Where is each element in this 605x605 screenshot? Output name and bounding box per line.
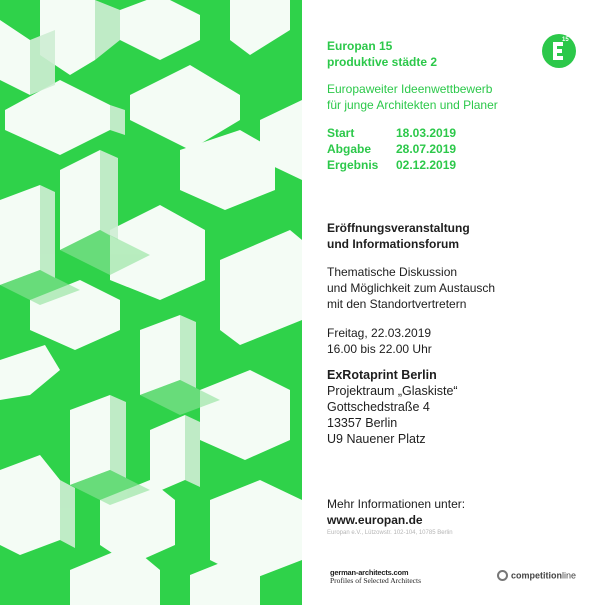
cl-word-1: competition	[511, 570, 562, 581]
event-desc-line-1: Thematische Diskussion	[327, 265, 458, 279]
tagline-line-1: Europaweiter Ideenwettbewerb	[327, 82, 493, 96]
artwork-panel	[0, 0, 302, 605]
tagline-line-2: für junge Architekten und Planer	[327, 98, 498, 112]
date-label: Abgabe	[327, 142, 372, 156]
competitionline-logo	[497, 570, 576, 581]
dates-list	[327, 125, 456, 173]
event-title-line-1: Eröffnungsveranstaltung	[327, 221, 470, 235]
competitionline-icon	[497, 570, 508, 581]
ga-line-1: german-architects.com	[330, 568, 409, 577]
e-letter-icon	[553, 42, 563, 60]
logo-number: 15	[562, 37, 569, 43]
date-label: Ergebnis	[327, 158, 379, 172]
date-value: 28.07.2019	[396, 142, 457, 156]
info-column	[327, 0, 597, 605]
postal-address: Europan e.V., Lützowstr. 102-104, 10785 Berlin	[327, 530, 453, 536]
event-title-line-2: und Informationsforum	[327, 237, 459, 251]
event-desc-line-2: und Möglichkeit zum Austausch	[327, 281, 496, 295]
date-row-ergebnis	[327, 157, 456, 173]
venue-line-1: Projektraum „Glaskiste“	[327, 384, 458, 398]
competition-title: Europan 15	[327, 39, 393, 53]
cl-word-2: line	[562, 570, 577, 581]
more-info-label: Mehr Informationen unter:	[327, 497, 466, 511]
event-desc-line-3: mit den Standortvertretern	[327, 297, 467, 311]
date-value: 02.12.2019	[396, 158, 457, 172]
date-label: Start	[327, 126, 355, 140]
venue-line-2: Gottschedstraße 4	[327, 400, 430, 414]
isometric-letters-artwork	[0, 0, 302, 605]
event-date: Freitag, 22.03.2019	[327, 326, 432, 340]
date-row-abgabe	[327, 141, 456, 157]
event-time: 16.00 bis 22.00 Uhr	[327, 342, 432, 356]
website-link[interactable]: www.europan.de	[327, 513, 423, 527]
competition-subtitle: produktive städte 2	[327, 55, 438, 69]
german-architects-logo	[330, 569, 421, 585]
ga-line-2: Profiles of Selected Architects	[330, 576, 422, 585]
date-row-start	[327, 125, 456, 141]
venue-name: ExRotaprint Berlin	[327, 368, 437, 382]
venue-line-3: 13357 Berlin	[327, 416, 398, 430]
venue-line-4: U9 Nauener Platz	[327, 432, 426, 446]
europan-15-logo	[542, 34, 576, 68]
date-value: 18.03.2019	[396, 126, 457, 140]
